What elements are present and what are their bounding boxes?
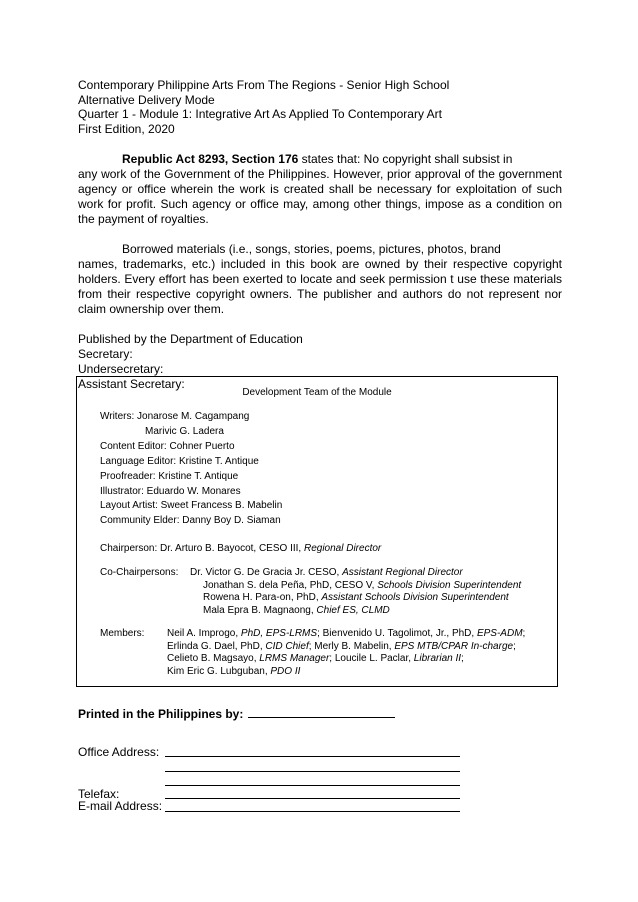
member-line-4: Kim Eric G. Lubguban, PDO II — [167, 665, 301, 677]
header-line-1: Contemporary Philippine Arts From The Regions - Senior High School — [78, 78, 450, 92]
community-elder: Community Elder: Danny Boy D. Siaman — [100, 515, 281, 527]
borrowed-body: names, trademarks, etc.) included in this book are owned by their respective copyright holders. Every effort has been exerted to locate and seek permission t use these materials from their respective copyright owners. The publisher and authors do not represent nor claim ownership over them. — [78, 257, 562, 316]
document-page — [78, 78, 562, 392]
published-by: Published by the Department of Education — [78, 332, 303, 346]
member-line-2: Erlinda G. Dael, PhD, CID Chief; Merly B. Mabelin, EPS MTB/CPAR In-charge; — [167, 640, 516, 652]
office-address-line-1 — [165, 756, 460, 757]
assistant-secretary-label: Assistant Secretary: — [78, 377, 185, 391]
writers-row: Writers: Jonarose M. Cagampang — [100, 411, 250, 422]
office-address-label: Office Address: — [78, 745, 160, 759]
illustrator: Illustrator: Eduardo W. Monares — [100, 485, 241, 497]
co-chairpersons-section — [100, 567, 550, 619]
co-chair-1: Dr. Victor G. De Gracia Jr. CESO, Assistant Regional Director — [190, 567, 463, 578]
members-label: Members: — [100, 628, 145, 639]
module-header — [78, 78, 562, 136]
content-editor: Content Editor: Cohner Puerto — [100, 440, 235, 452]
undersecretary-label: Undersecretary: — [78, 362, 164, 376]
borrowed-first-line: Borrowed materials (i.e., songs, stories, poems, pictures, photos, brand — [122, 242, 501, 256]
chairperson-name: Chairperson: Dr. Arturo B. Bayocot, CESO III, — [100, 543, 304, 554]
email-label: E-mail Address: — [78, 799, 163, 813]
co-chair-4: Mala Epra B. Magnaong, Chief ES, CLMD — [203, 604, 390, 616]
borrowed-paragraph — [78, 242, 562, 317]
chairperson-row — [100, 543, 381, 554]
team-title: Development Team of the Module — [242, 387, 392, 398]
team-credits — [100, 410, 282, 529]
telefax-label: Telefax: — [78, 787, 120, 801]
co-chairpersons-label: Co-Chairpersons: — [100, 567, 179, 578]
member-line-3: Celieto B. Magsayo, LRMS Manager; Loucile L. Paclar, Librarian II; — [167, 653, 464, 665]
copyright-first-line: states that: No copyright shall subsist in — [298, 152, 513, 166]
co-chair-3: Rowena H. Para-on, PhD, Assistant Schools Division Superintendent — [203, 592, 509, 604]
language-editor: Language Editor: Kristine T. Antique — [100, 455, 259, 467]
layout-artist: Layout Artist: Sweet Francess B. Mabelin — [100, 500, 283, 512]
telefax-line — [165, 798, 460, 799]
copyright-paragraph — [78, 152, 562, 227]
office-address-line-2 — [165, 771, 460, 772]
writer-2: Marivic G. Ladera — [145, 425, 224, 437]
printed-by-blank — [248, 706, 395, 718]
email-line — [165, 811, 460, 812]
header-line-3: Quarter 1 - Module 1: Integrative Art As Applied To Contemporary Art — [78, 107, 442, 121]
chairperson-role: Regional Director — [303, 543, 382, 554]
printed-in-label: Printed in the Philippines by: — [78, 706, 395, 721]
republic-act-label: Republic Act 8293, Section 176 — [122, 152, 299, 166]
office-address-line-3 — [165, 785, 460, 786]
header-line-4: First Edition, 2020 — [78, 121, 175, 136]
copyright-body: any work of the Government of the Philippines. However, prior approval of the government agency or office wherein the work is created shall be necessary for exploitation of such work for profit. Such agency or office may, among other things, impose as a condition on the payment of royalties. — [78, 167, 562, 226]
member-line-1: Neil A. Improgo, PhD, EPS-LRMS; Bienvenido U. Tagolimot, Jr., PhD, EPS-ADM; — [167, 628, 526, 639]
co-chair-2: Jonathan S. dela Peña, PhD, CESO V, Schools Division Superintendent — [203, 579, 522, 591]
members-section — [100, 628, 560, 680]
header-line-2: Alternative Delivery Mode — [78, 92, 215, 107]
development-team-box — [76, 376, 558, 687]
proofreader: Proofreader: Kristine T. Antique — [100, 470, 239, 482]
secretary-label: Secretary: — [78, 347, 133, 361]
